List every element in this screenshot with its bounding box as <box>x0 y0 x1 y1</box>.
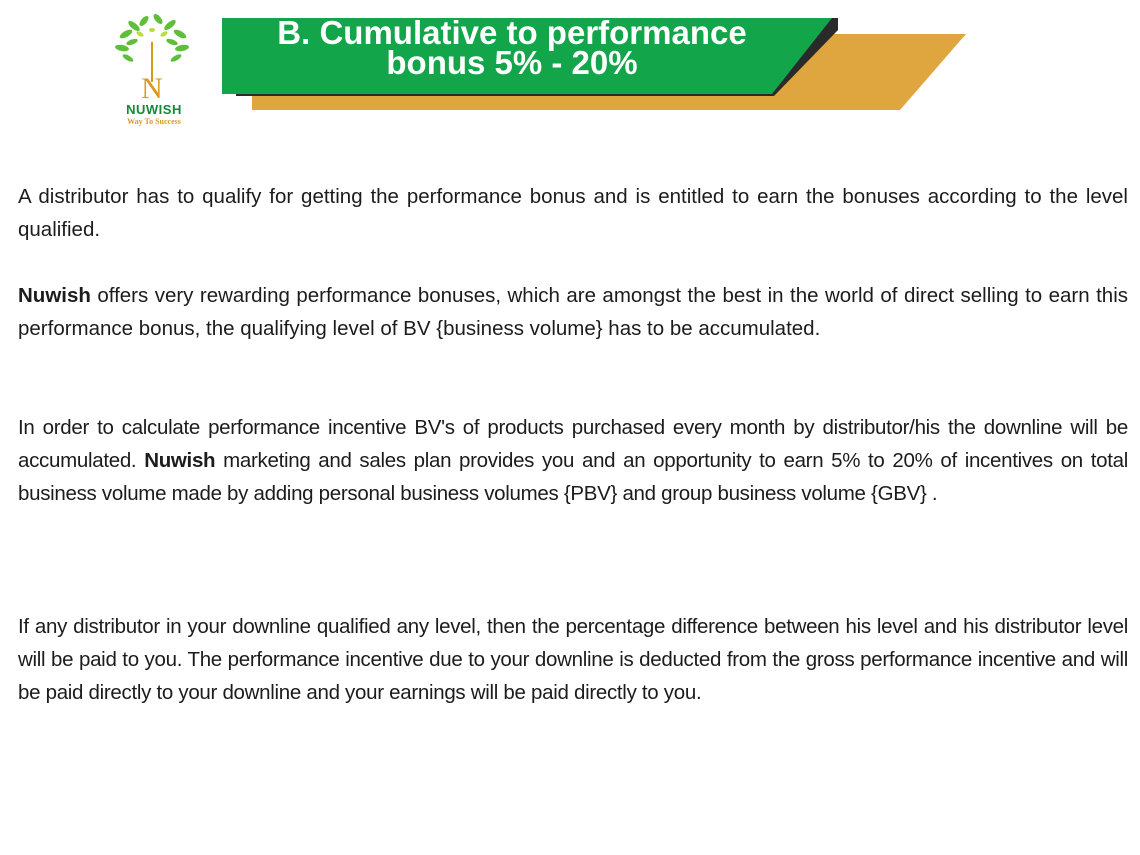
paragraph-rewards <box>18 279 1128 345</box>
svg-text:N: N <box>141 72 163 104</box>
brand-name: Nuwish <box>18 284 91 307</box>
paragraph-rewards-text: offers very rewarding performance bonuses, which are amongst the best in the world of direct selling to earn this performance bonus, the qualifying level of BV {business volume} has to be accumulated. <box>18 284 1128 340</box>
banner-title-line2: bonus 5% - 20% <box>386 44 638 81</box>
paragraph-qualification-text: A distributor has to qualify for getting the performance bonus and is entitled to earn the bonuses according to the level qualified. <box>18 185 1128 241</box>
nuwish-logo <box>108 12 200 132</box>
paragraph-calculation-text-before: In order to calculate performance incentive BV's of products purchased every month by distributor/his the downline will be accumulated. <box>18 416 1128 472</box>
paragraph-calculation <box>18 411 1128 510</box>
banner-title-line1: B. Cumulative to performance <box>277 14 747 51</box>
paragraph-calculation-text-after: marketing and sales plan provides you and an opportunity to earn 5% to 20% of incentives on total business volume made by adding personal business volumes {PBV} and group business volume {GBV} . <box>18 449 1129 505</box>
banner-title <box>222 14 802 81</box>
logo-name: NUWISH <box>126 102 182 117</box>
logo-tagline: Way To Success <box>127 117 181 126</box>
paragraph-downline-text: If any distributor in your downline qualified any level, then the percentage difference between his level and his distributor level will be paid to you. The performance incentive due to your downline is deducted from the gross performance incentive and will be paid directly to your downline and your earnings will be paid directly to you. <box>18 615 1128 704</box>
header <box>0 0 1140 140</box>
brand-name: Nuwish <box>144 449 216 472</box>
paragraph-qualification <box>18 180 1128 246</box>
paragraph-downline <box>18 610 1128 709</box>
tree-logo-icon <box>108 12 200 104</box>
